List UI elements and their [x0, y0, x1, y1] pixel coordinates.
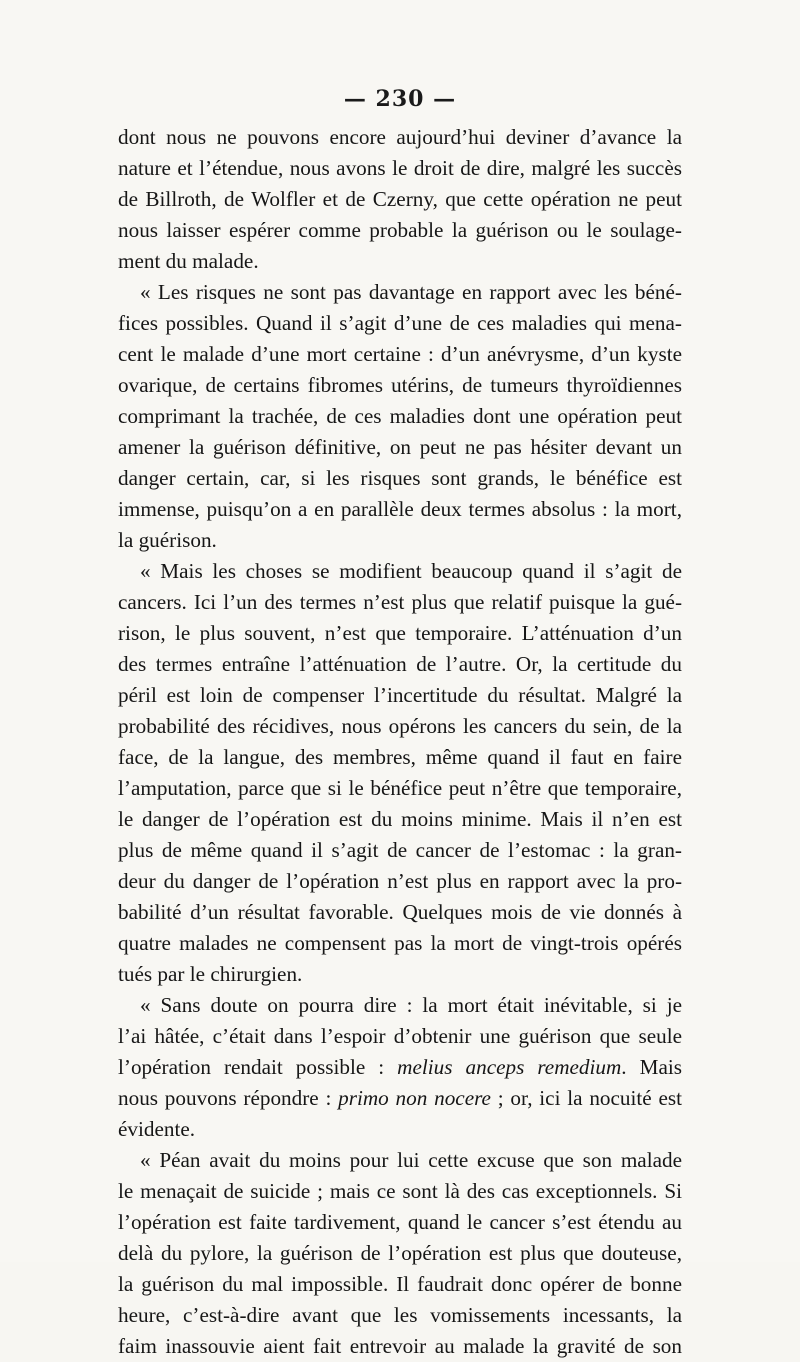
- text-line: la guérison.: [118, 528, 217, 552]
- text-line: delà du pylore, la guérison de l’opération est plus que douteuse,: [118, 1241, 682, 1265]
- latin-phrase: melius anceps remedium: [397, 1055, 622, 1079]
- text-line: nature et l’étendue, nous avons le droit de dire, malgré les succès: [118, 156, 682, 180]
- text-line: [118, 1083, 682, 1114]
- text-line: dont nous ne pouvons encore aujourd’hui deviner d’avance la: [118, 125, 682, 149]
- text-line: tués par le chirurgien.: [118, 962, 303, 986]
- text-line: ment du malade.: [118, 249, 259, 273]
- text-line: fices possibles. Quand il s’agit d’une de ces maladies qui mena-: [118, 311, 682, 335]
- text-line: nous laisser espérer comme probable la guérison ou le soulage-: [118, 218, 682, 242]
- text-line: babilité d’un résultat favorable. Quelques mois de vie donnés à: [118, 900, 682, 924]
- text-line: de Billroth, de Wolfler et de Czerny, que cette opération ne peut: [118, 187, 682, 211]
- text-line: évidente.: [118, 1117, 196, 1141]
- text-line: cent le malade d’une mort certaine : d’un anévrysme, d’un kyste: [118, 342, 682, 366]
- text-line: « Mais les choses se modifient beaucoup quand il s’agit de: [140, 559, 682, 583]
- text-line: « Péan avait du moins pour lui cette excuse que son malade: [140, 1148, 682, 1172]
- text-line: plus de même quand il s’agit de cancer de l’estomac : la gran-: [118, 838, 682, 862]
- text-segment: ; or, ici la nocuité est: [490, 1086, 682, 1110]
- text-line: « Les risques ne sont pas davantage en rapport avec les béné-: [140, 280, 682, 304]
- text-line: péril est loin de compenser l’incertitude du résultat. Malgré la: [118, 683, 682, 707]
- text-line: probabilité des récidives, nous opérons les cancers du sein, de la: [118, 714, 682, 738]
- text-line: l’amputation, parce que si le bénéfice peut n’être que temporaire,: [118, 776, 682, 800]
- text-line: danger certain, car, si les risques sont grands, le bénéfice est: [118, 466, 682, 490]
- text-segment: l’opération rendait possible :: [118, 1055, 398, 1079]
- text-line: le danger de l’opération est du moins minime. Mais il n’en est: [118, 807, 682, 831]
- text-line: cancers. Ici l’un des termes n’est plus que relatif puisque la gué-: [118, 590, 682, 614]
- text-line: face, de la langue, des membres, même quand il faut en faire: [118, 745, 682, 769]
- text-line: immense, puisqu’on a en parallèle deux termes absolus : la mort,: [118, 497, 682, 521]
- text-line: deur du danger de l’opération n’est plus en rapport avec la pro-: [118, 869, 682, 893]
- text-line: la guérison du mal impossible. Il faudrait donc opérer de bonne: [118, 1272, 682, 1296]
- text-line: l’opération est faite tardivement, quand le cancer s’est étendu au: [118, 1210, 682, 1234]
- text-segment: . Mais: [621, 1055, 682, 1079]
- text-line: le menaçait de suicide ; mais ce sont là des cas exceptionnels. Si: [118, 1179, 682, 1203]
- page-number: — 230 —: [343, 86, 457, 112]
- text-line: « Sans doute on pourra dire : la mort était inévitable, si je: [140, 993, 682, 1017]
- text-line: rison, le plus souvent, n’est que temporaire. L’atténuation d’un: [118, 621, 682, 645]
- body-text: [118, 122, 682, 1362]
- latin-phrase: primo non nocere: [338, 1086, 491, 1110]
- text-line: [118, 1052, 682, 1083]
- text-line: des termes entraîne l’atténuation de l’autre. Or, la certitude du: [118, 652, 682, 676]
- text-segment: nous pouvons répondre :: [118, 1086, 339, 1110]
- text-line: quatre malades ne compensent pas la mort de vingt-trois opérés: [118, 931, 682, 955]
- text-line: faim inassouvie aient fait entrevoir au malade la gravité de son: [118, 1334, 682, 1358]
- text-line: l’ai hâtée, c’était dans l’espoir d’obtenir une guérison que seule: [118, 1024, 682, 1048]
- text-line: heure, c’est-à-dire avant que les vomissements incessants, la: [118, 1303, 682, 1327]
- text-line: amener la guérison définitive, on peut ne pas hésiter devant un: [118, 435, 682, 459]
- text-line: comprimant la trachée, de ces maladies dont une opération peut: [118, 404, 682, 428]
- text-line: ovarique, de certains fibromes utérins, de tumeurs thyroïdiennes: [118, 373, 682, 397]
